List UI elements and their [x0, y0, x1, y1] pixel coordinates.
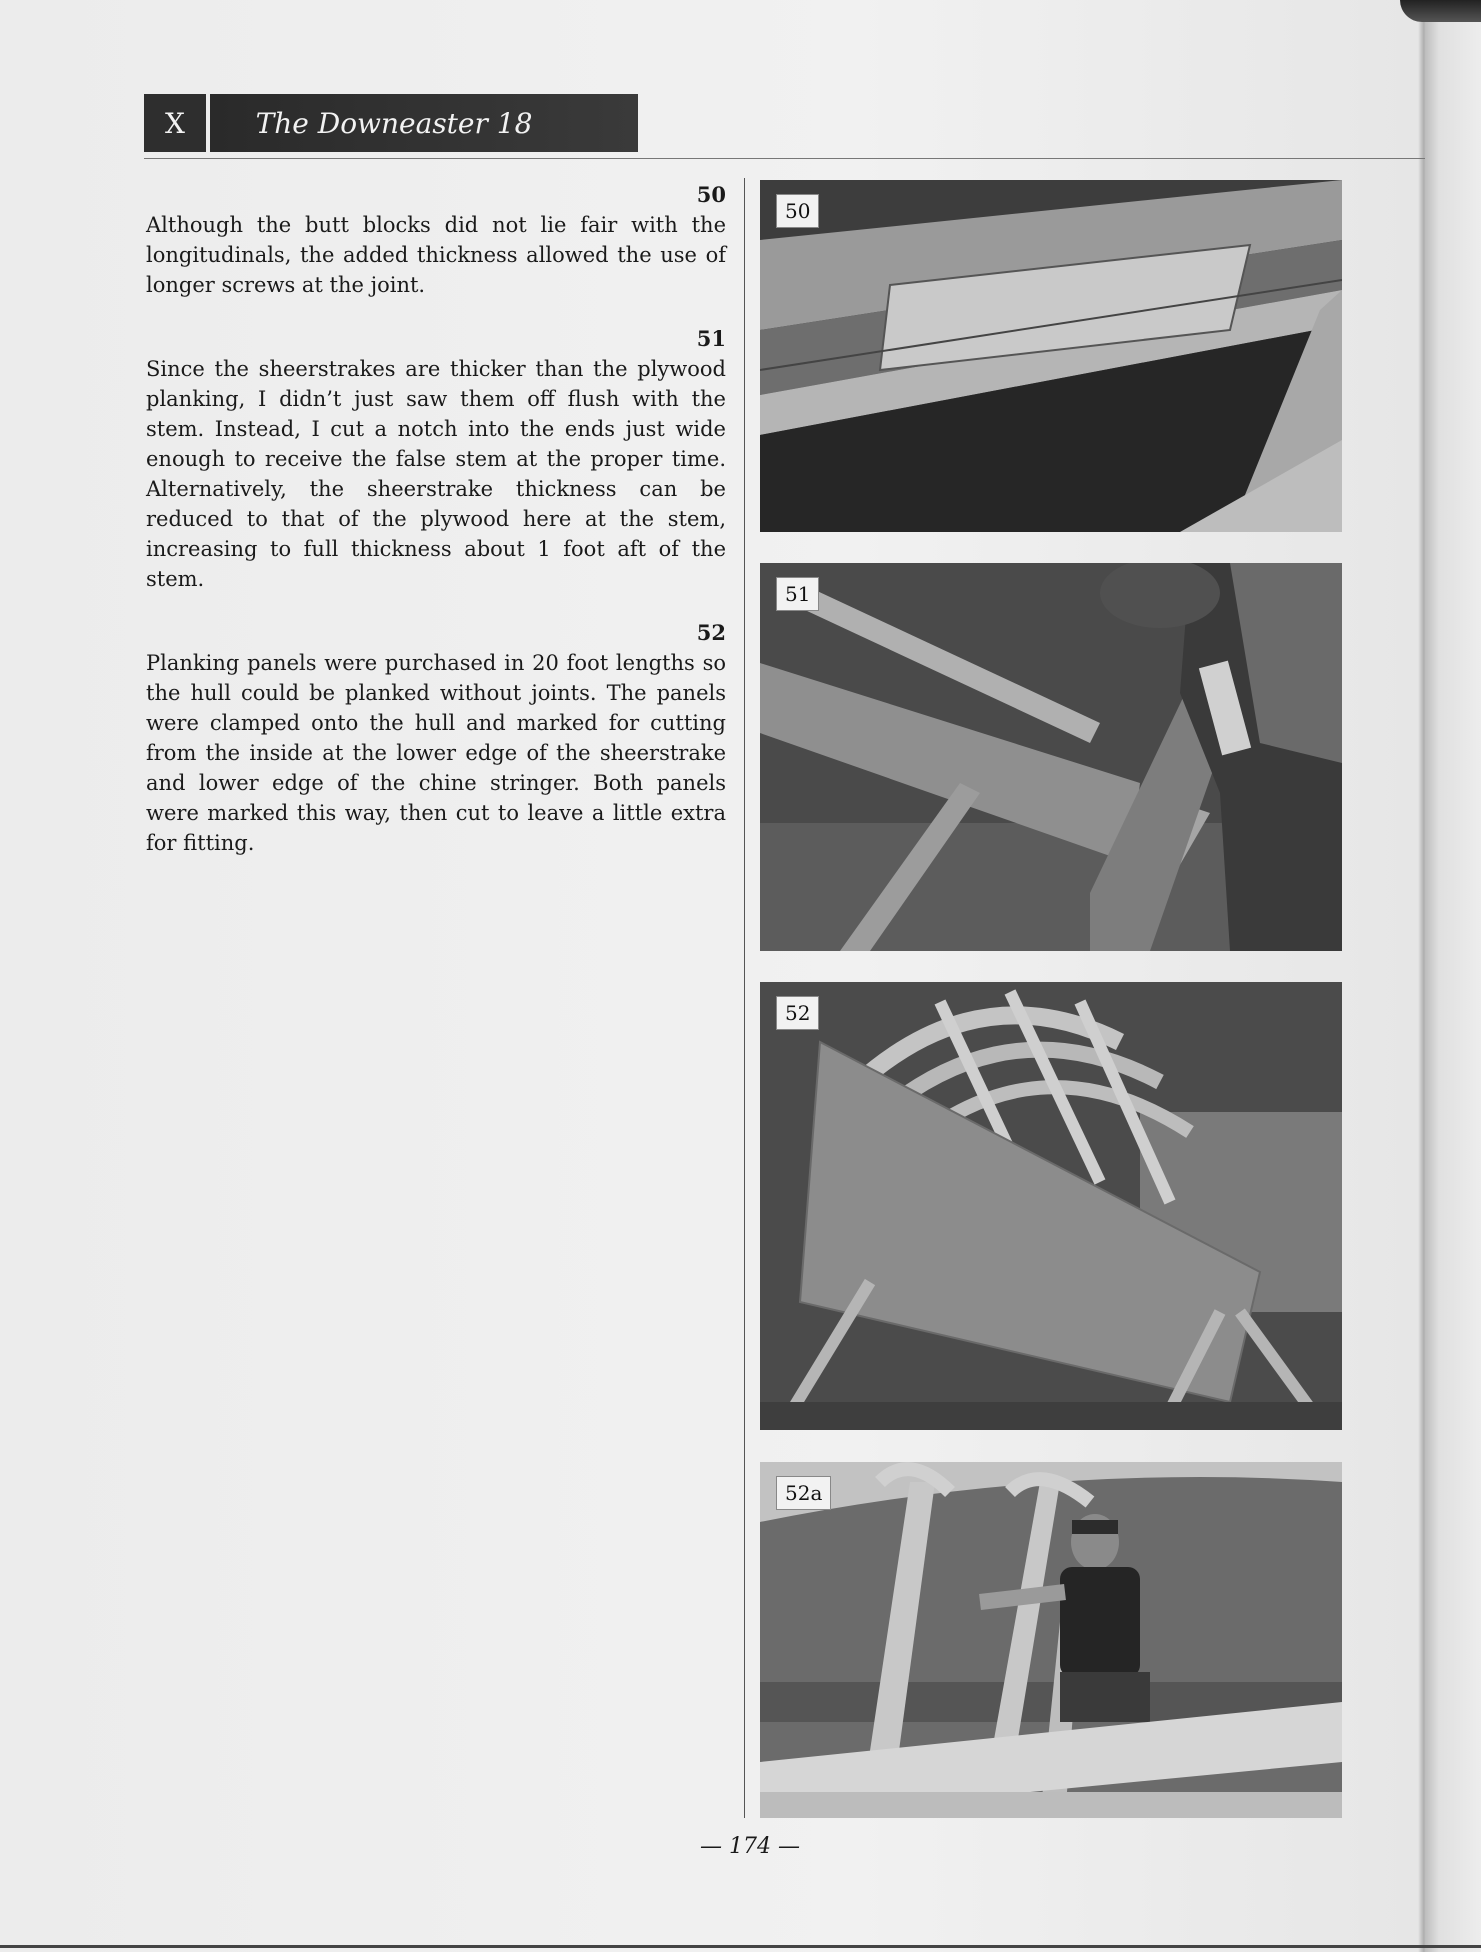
paragraph-number: 50	[696, 182, 726, 207]
bottom-edge	[0, 1945, 1481, 1948]
page-number: — 174 —	[700, 1834, 800, 1859]
figure-label: 52	[776, 996, 819, 1030]
corner-shadow	[1400, 0, 1481, 22]
paragraph-text: Although the butt blocks did not lie fair with the longitudinals, the added thickness allowed the use of longer screws at the joint.	[146, 213, 726, 297]
paragraph-number: 52	[696, 620, 726, 645]
photo-52-illustration	[760, 982, 1342, 1430]
figure-label: 51	[776, 577, 819, 611]
photo-52	[760, 982, 1342, 1430]
paragraph-number: 51	[696, 326, 726, 351]
chapter-number: X	[144, 94, 206, 152]
paragraph-text: Planking panels were purchased in 20 foot lengths so the hull could be planked without joints. The panels were clamped onto the hull and marked for cutting from the inside at the lower edge of the sheerstrake and lower edge of the chine stringer. Both panels were marked this way, then cut to leave a little extra for fitting.	[146, 651, 726, 855]
photo-50-illustration	[760, 180, 1342, 532]
paragraph-51	[146, 324, 726, 594]
header-rule	[144, 158, 1425, 159]
chapter-title: The Downeaster 18	[210, 94, 638, 152]
paragraph-52	[146, 618, 726, 858]
book-spine	[1425, 0, 1481, 1952]
figure-label: 50	[776, 194, 819, 228]
text-column	[146, 180, 726, 882]
photo-51-illustration	[760, 563, 1342, 951]
column-rule	[744, 178, 745, 1818]
photo-50	[760, 180, 1342, 532]
photo-51	[760, 563, 1342, 951]
figure-label: 52a	[776, 1476, 831, 1510]
photo-52a	[760, 1462, 1342, 1818]
paragraph-text: Since the sheerstrakes are thicker than the plywood planking, I didn’t just saw them off flush with the stem. Instead, I cut a notch into the ends just wide enough to receive the false stem at the proper time. Alternatively, the sheerstrake thickness can be reduced to that of the plywood here at the stem, increasing to full thickness about 1 foot aft of the stem.	[146, 357, 726, 591]
photo-52a-illustration	[760, 1462, 1342, 1818]
paragraph-50	[146, 180, 726, 300]
